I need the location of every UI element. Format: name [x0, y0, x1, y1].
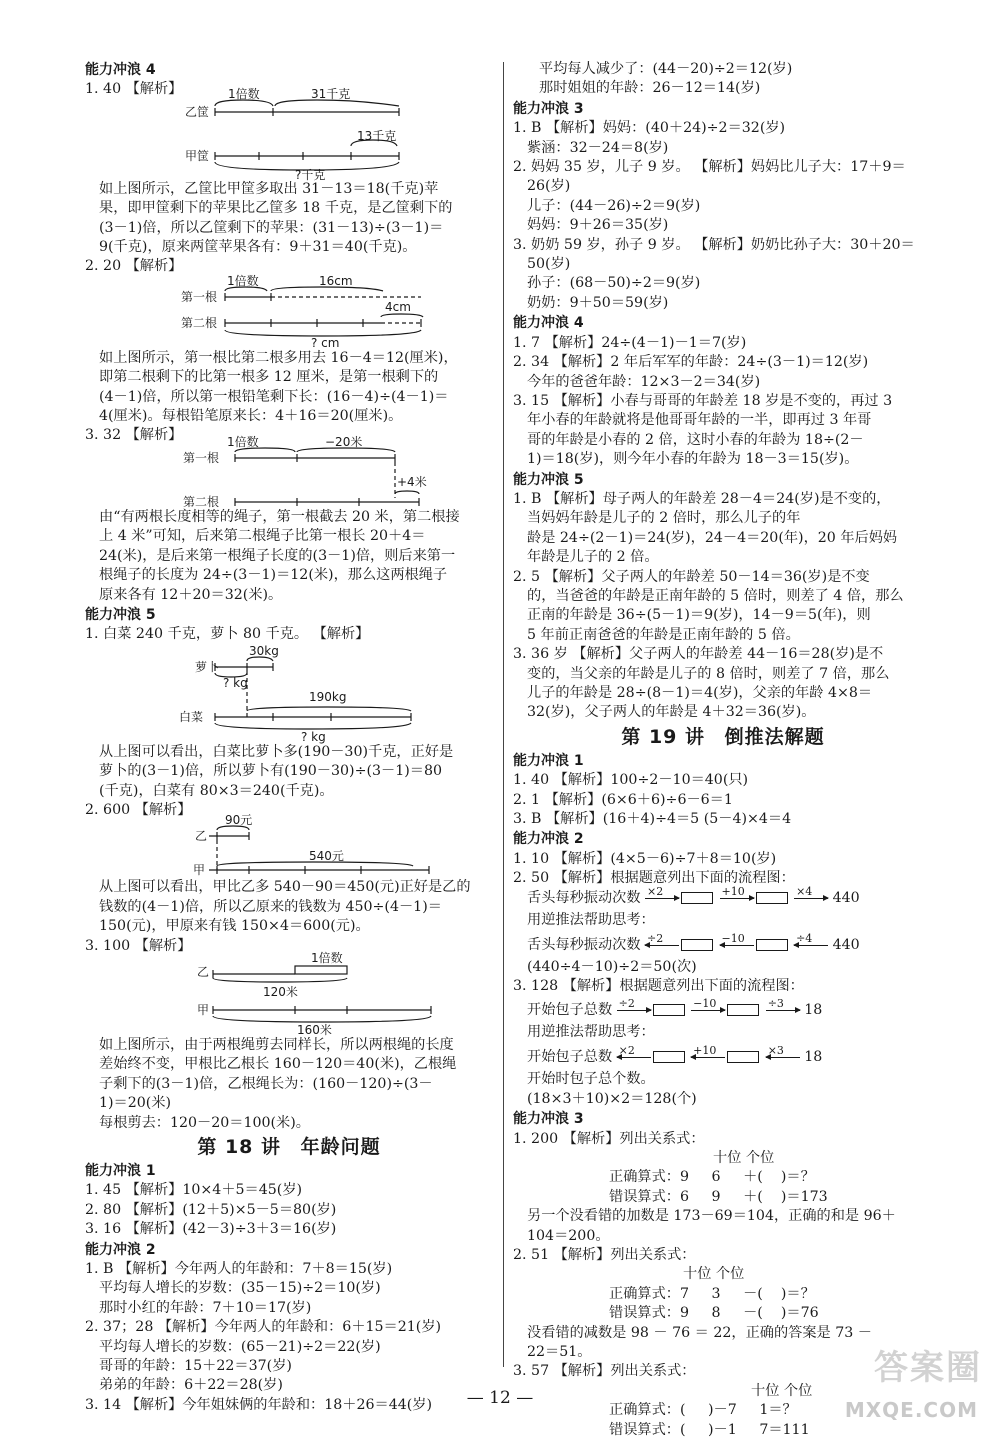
diagram-row-label: 甲 [193, 863, 206, 878]
answer-line: 3. 57 【解析】列出关系式： [513, 1363, 696, 1380]
diagram-label: 540元 [309, 849, 344, 864]
flow-chart-reverse [513, 932, 933, 958]
arrow-right-icon [794, 884, 828, 903]
arrow-right-icon [766, 996, 800, 1015]
digit-header: 十位 个位 [713, 1149, 775, 1166]
diagram-row-label: 第一根 [181, 289, 218, 304]
answer-line: 2. 妈妈 35 岁，儿子 9 岁。 【解析】妈妈比儿子大：17＋9＝ [513, 159, 906, 176]
flow-box [727, 1004, 759, 1016]
flow-chart-reverse [513, 1044, 933, 1070]
section-title: 能力冲浪 4 [85, 62, 156, 78]
explanation-line: 年小春的年龄就将是他哥哥年龄的一半，即再过 3 年哥 [527, 412, 872, 429]
page-number: — 12 — [466, 1388, 534, 1408]
explanation-line: 平均每人增长的岁数：(65－21)÷2＝22(岁) [99, 1338, 381, 1355]
explanation-line: 如上图所示，第一根比第二根多用去 16－4＝12(厘米)， [99, 349, 458, 366]
explanation-line: 平均每人增长的岁数：(35－15)÷2＝10(岁) [99, 1280, 381, 1297]
explanation-line: 变的，当父亲的年龄是儿子的 8 倍时，则差了 7 倍，那么 [527, 665, 890, 682]
explanation-line: 104＝200。 [527, 1227, 610, 1244]
chapter-title: 年龄问题 [300, 1136, 381, 1158]
equation-row: 错误算式：6 9 ＋( )＝173 [609, 1188, 828, 1205]
diagram-label: 160米 [297, 1022, 332, 1037]
explanation-line: 原来各有 12＋20＝32(米)。 [99, 586, 283, 603]
explanation-line: 9(千克)，原来两筐苹果各有：9＋31＝40(千克)。 [99, 239, 417, 256]
explanation-line: 的，当爸爸的年龄是正南年龄的 5 倍时，则差了 4 倍，那么 [527, 587, 904, 604]
answer-line: 2. 80 【解析】(12＋5)×5－5＝80(岁) [85, 1201, 337, 1218]
section-title: 能力冲浪 2 [513, 831, 584, 848]
chapter-number: 第 18 讲 [197, 1136, 282, 1158]
explanation-line: 奶奶：9＋50＝59(岁) [527, 294, 669, 311]
explanation-line: 哥的年龄是小春的 2 倍，这时小春的年龄为 18÷(2－ [527, 431, 864, 448]
flow-box [681, 939, 713, 951]
answer-line: 2. 50 【解析】根据题意列出下面的流程图： [513, 870, 795, 887]
explanation-line: 1)＝18(岁)，则今年小春的年龄为 18－3＝15(岁)。 [527, 451, 859, 468]
answer-line: 3. B 【解析】(16＋4)÷4＝5 (5－4)×4＝4 [513, 811, 792, 828]
answer-line: 1. B 【解析】今年两人的年龄和：7＋8＝15(岁) [85, 1261, 393, 1278]
explanation-line: 如上图所示，乙筐比甲筐多取出 31－13＝18(千克)苹 [99, 180, 439, 197]
flow-box [681, 892, 713, 904]
equation-row: 错误算式：9 8 －( )＝76 [609, 1305, 819, 1322]
flow-op: ÷4 [796, 932, 813, 946]
flow-box [756, 892, 788, 904]
equation-row: 正确算式：( )－7 1＝？ [609, 1402, 797, 1419]
flow-box [756, 939, 788, 951]
diagram-label: 1倍数 [227, 273, 259, 288]
explanation-line: 开始时包子总个数。 [527, 1071, 655, 1088]
flow-start: 舌头每秒振动次数 [527, 889, 641, 906]
arrow-left-icon [691, 1044, 725, 1062]
left-column [85, 60, 493, 1415]
section-title: 能力冲浪 5 [513, 471, 584, 488]
explanation-line: (千克)，白菜有 80×3＝240(千克)。 [99, 782, 334, 799]
flow-chart-forward [513, 996, 933, 1023]
arrow-right-icon [645, 884, 679, 903]
answer-line: 3. 36 岁 【解析】父子两人的年龄差 44－16＝28(岁)是不 [513, 646, 884, 663]
explanation-line: 儿子：(44－26)÷2＝9(岁) [527, 197, 701, 214]
explanation-line: 32(岁)，父子两人的年龄是 4＋32＝36(岁)。 [527, 704, 816, 721]
answer-line: 2. 20 【解析】 [85, 258, 183, 275]
flow-op: ÷2 [618, 996, 635, 1010]
section-title: 能力冲浪 2 [85, 1241, 156, 1258]
flow-op: ÷3 [767, 996, 784, 1010]
flow-box [653, 1004, 685, 1016]
explanation-line: 50(岁) [527, 256, 571, 273]
diagram-row-label: 第一根 [183, 450, 220, 465]
section-title: 能力冲浪 1 [513, 752, 584, 769]
line-diagram-pencils [85, 273, 493, 350]
answer-line: 3. 14 【解析】今年姐妹俩的年龄和：18＋26＝44(岁) [85, 1396, 433, 1413]
diagram-label: −20米 [325, 434, 363, 449]
flow-end: 440 [832, 937, 860, 954]
explanation-line: 萝卜的(3－1)倍，所以萝卜有(190－30)÷(3－1)＝80 [99, 763, 443, 780]
explanation-line: 如上图所示，由于两根绳剪去同样长，所以两根绳的长度 [99, 1036, 454, 1053]
flow-box [653, 1051, 685, 1063]
explanation-line: 弟弟的年龄：6＋22＝28(岁) [99, 1377, 283, 1394]
equation-row: 正确算式：9 6 ＋( )＝？ [609, 1169, 815, 1186]
diagram-label: ? cm [311, 335, 340, 350]
section-title: 能力冲浪 1 [85, 1163, 156, 1179]
arrow-left-icon [645, 932, 679, 950]
diagram-label: +4米 [397, 474, 427, 489]
explanation-line: 正南的年龄是 36÷(5－1)＝9(岁)，14－9＝5(年)，则 [527, 607, 871, 624]
explanation-line: 上 4 米”可知，后来第二根绳子比第一根长 20＋4＝ [99, 528, 426, 545]
flow-op: −10 [693, 996, 717, 1010]
answer-line: 1. B 【解析】母子两人的年龄差 28－4＝24(岁)是不变的， [513, 490, 891, 507]
flow-start: 开始包子总数 [527, 1049, 613, 1066]
diagram-label: 1倍数 [228, 86, 260, 101]
diagram-label: 120米 [263, 984, 298, 999]
flow-start: 开始包子总数 [527, 1001, 613, 1018]
answer-line: 1. 10 【解析】(4×5－6)÷7＋8＝10(岁) [513, 850, 777, 867]
answer-line: 1. 200 【解析】列出关系式： [513, 1130, 705, 1147]
flow-op: +10 [693, 1044, 717, 1058]
answer-line: 3. 奶奶 59 岁，孙子 9 岁。 【解析】奶奶比孙子大：30＋20＝ [513, 236, 915, 253]
diagram-label: 4cm [385, 299, 411, 314]
diagram-row-label: 白菜 [179, 709, 204, 724]
answer-line: 1. B 【解析】妈妈：(40＋24)÷2＝32(岁) [513, 120, 786, 137]
arrow-left-icon [617, 1044, 651, 1062]
explanation-line: 26(岁) [527, 178, 571, 195]
section-title: 能力冲浪 3 [513, 100, 584, 117]
diagram-label: 1倍数 [227, 434, 259, 449]
diagram-label: 31千克 [311, 86, 351, 101]
answer-line: 2. 51 【解析】列出关系式： [513, 1246, 696, 1263]
section-title: 能力冲浪 3 [513, 1111, 584, 1128]
explanation-line: 妈妈：9＋26＝35(岁) [527, 217, 669, 234]
answer-line: 1. 40 【解析】100÷2－10＝40(只) [513, 772, 749, 789]
flow-end: 440 [832, 889, 860, 906]
explanation-line: 当妈妈年龄是儿子的 2 倍时，那么儿子的年 [527, 510, 801, 527]
watermark-logo: 答案圈 [874, 1348, 982, 1388]
diagram-row-label: 第二根 [183, 494, 220, 509]
diagram-row-label: 乙 [197, 964, 210, 979]
explanation-line: 从上图可以看出，白菜比萝卜多(190－30)千克，正好是 [99, 743, 454, 760]
explanation-line: 用逆推法帮助思考： [527, 911, 655, 928]
arrow-right-icon [617, 996, 651, 1015]
explanation-line: 钱数的(4－1)倍，所以乙原来的钱数为 450÷(4－1)＝ [99, 898, 442, 915]
explanation-line: 孙子：(68－50)÷2＝9(岁) [527, 275, 701, 292]
digit-header: 十位 个位 [683, 1266, 745, 1283]
diagram-label: 30kg [249, 643, 279, 658]
diagram-row-label: 萝卜 [195, 659, 220, 674]
arrow-right-icon [691, 996, 725, 1015]
explanation-line: 平均每人减少了：(44－20)÷2＝12(岁) [539, 61, 793, 77]
flow-op: ÷2 [647, 932, 664, 946]
explanation-line: (18×3＋10)×2＝128(个) [527, 1090, 697, 1107]
chapter-heading [85, 1133, 493, 1161]
answer-line: 1. 7 【解析】24÷(4－1)－1＝7(岁) [513, 334, 747, 351]
explanation-line: 果，即甲筐剩下的苹果比乙筐多 18 千克，是乙筐剩下的 [99, 200, 453, 217]
arrow-left-icon [720, 932, 754, 950]
flow-op: ×4 [796, 884, 813, 898]
explanation-line: 由“有两根长度相等的绳子，第一根截去 20 米，第二根接 [99, 508, 460, 525]
flow-op: ×3 [767, 1044, 784, 1058]
equation-row: 错误算式：( )－1 7＝111 [609, 1421, 810, 1438]
right-column [513, 60, 933, 1440]
answer-line: 2. 1 【解析】(6×6＋6)÷6－6＝1 [513, 791, 733, 808]
flow-op: ×2 [618, 1044, 635, 1058]
line-diagram-vegetables [85, 645, 493, 743]
explanation-line: 没看错的减数是 98 － 76 ＝ 22，正确的答案是 73 － [527, 1324, 872, 1341]
flow-op: +10 [721, 884, 745, 898]
explanation-line: 今年的爸爸年龄：12×3－2＝34(岁) [527, 373, 761, 390]
explanation-line: 龄是 24÷(2－1)＝24(岁)，24－4＝20(年)，20 年后妈妈 [527, 529, 898, 546]
explanation-line: 儿子的年龄是 28÷(8－1)＝4(岁)，父亲的年龄 4×8＝ [527, 685, 873, 701]
answer-line: 1. 40 【解析】 [85, 81, 183, 98]
answer-line: 1. 45 【解析】10×4＋5＝45(岁) [85, 1182, 303, 1199]
explanation-line: (440÷4－10)÷2＝50(次) [527, 959, 697, 976]
flow-end: 18 [804, 1001, 823, 1018]
explanation-line: 4(厘米)。每根铅笔原来长：4＋16＝20(厘米)。 [99, 408, 403, 425]
explanation-line: 差始终不变，甲根比乙根长 160－120＝40(米)，乙根绳 [99, 1056, 457, 1073]
explanation-line: 那时小红的年龄：7＋10＝17(岁) [99, 1299, 312, 1316]
explanation-line: 子剩下的(3－1)倍，乙根绳长为：(160－120)÷(3－ [99, 1075, 433, 1092]
flow-op: ×2 [647, 884, 664, 898]
diagram-row-label: 乙筐 [185, 104, 210, 119]
explanation-line: (4－1)倍，所以第一根铅笔剩下长：(16－4)÷(4－1)＝ [99, 388, 449, 405]
digit-header: 十位 个位 [751, 1382, 813, 1399]
arrow-left-icon [766, 1044, 800, 1062]
chapter-number: 第 19 讲 [621, 725, 706, 748]
flow-op: −10 [721, 932, 745, 946]
equation-row: 正确算式：7 3 －( )＝？ [609, 1285, 815, 1302]
diagram-row-label: 第二根 [181, 315, 218, 330]
line-diagram-cords [85, 950, 493, 1037]
answer-line: 2. 37；28 【解析】今年两人的年龄和：6＋15＝21(岁) [85, 1319, 442, 1336]
diagram-label: 1倍数 [311, 950, 343, 965]
diagram-row-label: 甲筐 [185, 148, 210, 163]
section-title: 能力冲浪 5 [85, 606, 156, 623]
arrow-right-icon [720, 884, 754, 903]
explanation-line: 那时姐姐的年龄：26－12＝14(岁) [539, 80, 761, 97]
flow-box [727, 1051, 759, 1063]
diagram-label: ? kg [301, 729, 326, 744]
flow-chart-forward [513, 884, 933, 911]
explanation-line: 根绳子的长度为 24÷(3－1)＝12(米)，那么这两根绳子 [99, 567, 448, 584]
diagram-label: 190kg [309, 689, 347, 704]
answer-line: 3. 32 【解析】 [85, 427, 183, 444]
diagram-row-label: 乙 [195, 829, 208, 844]
explanation-line: 5 年前正南爸爸的年龄是正南年龄的 5 倍。 [527, 626, 800, 643]
diagram-label: ?千克 [295, 167, 326, 182]
line-diagram-money [85, 813, 493, 878]
explanation-line: 每根剪去：120－20＝100(米)。 [99, 1114, 310, 1131]
explanation-line: 即第二根剩下的比第一根多 12 厘米，是第一根剩下的 [99, 369, 439, 386]
explanation-line: 22＝51。 [527, 1343, 592, 1360]
answer-line: 3. 128 【解析】根据题意列出下面的流程图： [513, 978, 804, 995]
flow-end: 18 [804, 1049, 823, 1066]
diagram-label: 16cm [319, 273, 353, 288]
section-title: 能力冲浪 4 [513, 315, 584, 332]
explanation-line: 另一个没看错的加数是 173－69＝104，正确的和是 96＋ [527, 1208, 896, 1225]
flow-start: 舌头每秒振动次数 [527, 937, 641, 954]
chapter-title: 倒推法解题 [724, 725, 825, 748]
explanation-line: 紫涵：32－24＝8(岁) [527, 139, 669, 156]
diagram-label: 90元 [225, 813, 253, 828]
explanation-line: 用逆推法帮助思考： [527, 1023, 655, 1040]
answer-line: 2. 5 【解析】父子两人的年龄差 50－14＝36(岁)是不变 [513, 568, 870, 585]
answer-line: 3. 15 【解析】小春与哥哥的年龄差 18 岁是不变的，再过 3 [513, 392, 893, 409]
watermark-site: MXQE.COM [844, 1398, 978, 1422]
explanation-line: 24(米)，是后来第一根绳子长度的(3－1)倍，则后来第一 [99, 547, 456, 564]
site-watermark [812, 1340, 982, 1426]
chapter-heading [513, 723, 933, 751]
explanation-line: 1)＝20(米) [99, 1095, 172, 1112]
answer-line: 3. 16 【解析】(42－3)÷3＋3＝16(岁) [85, 1221, 337, 1238]
explanation-line: 哥哥的年龄：15＋22＝37(岁) [99, 1358, 292, 1375]
column-divider [503, 62, 504, 1367]
diagram-row-label: 甲 [197, 1002, 210, 1017]
explanation-line: 从上图可以看出，甲比乙多 540－90＝450(元)正好是乙的 [99, 879, 471, 896]
explanation-line: 年龄是儿子的 2 倍。 [527, 549, 659, 566]
diagram-label: 13千克 [357, 128, 397, 143]
arrow-left-icon [794, 932, 828, 950]
explanation-line: (3－1)倍，所以乙筐剩下的苹果：(31－13)÷(3－1)＝ [99, 219, 444, 236]
answer-line: 3. 100 【解析】 [85, 937, 192, 954]
answer-line: 2. 34 【解析】2 年后军军的年龄：24÷(3－1)＝12(岁) [513, 354, 869, 371]
answer-line: 2. 600 【解析】 [85, 801, 192, 818]
answer-line: 1. 白菜 240 千克，萝卜 80 千克。 【解析】 [85, 626, 370, 643]
diagram-label: ? kg [223, 675, 248, 690]
explanation-line: 150(元)，甲原来有钱 150×4＝600(元)。 [99, 918, 370, 935]
